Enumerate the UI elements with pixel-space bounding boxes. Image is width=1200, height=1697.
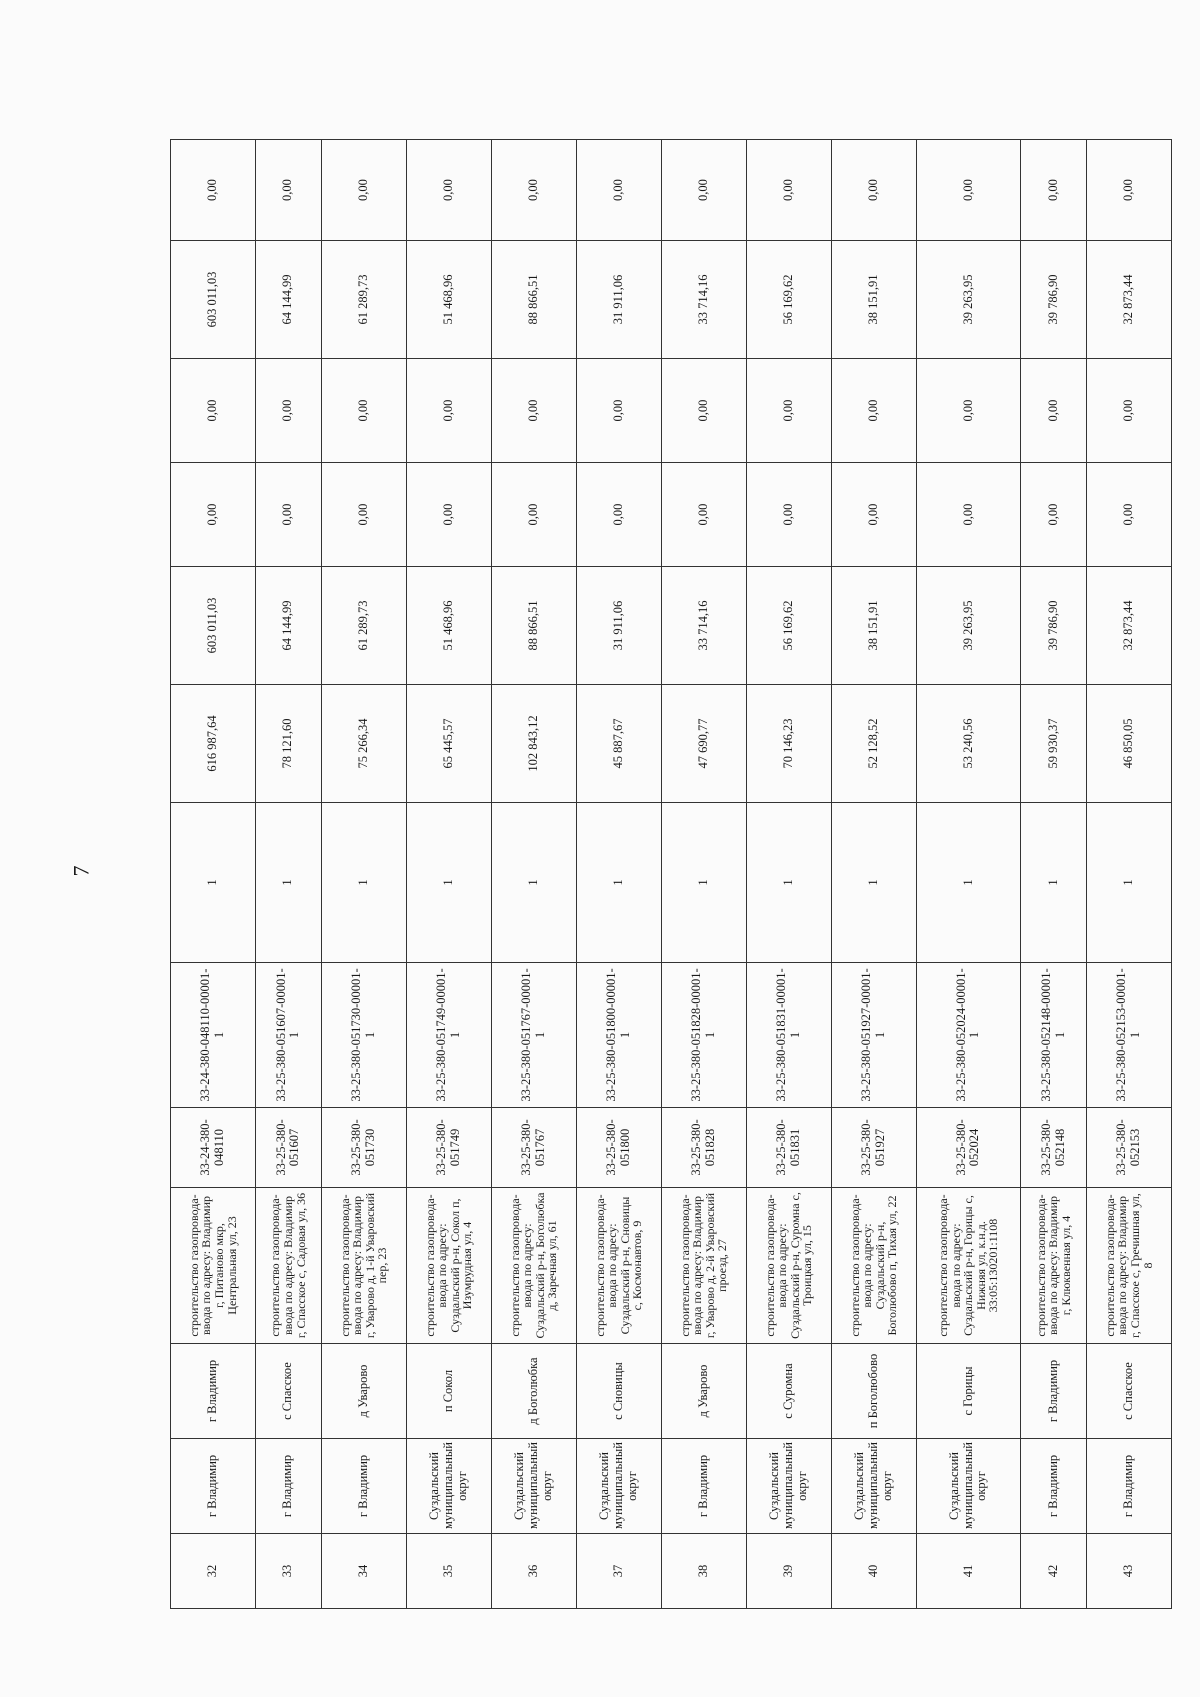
amount-cell-1: 616 987,64 <box>171 685 256 803</box>
amount-cell-4: 0,00 <box>916 359 1020 463</box>
row-number: 32 <box>171 1534 256 1609</box>
row-number: 35 <box>406 1534 491 1609</box>
object-code-cell: 33-25-380-051730 <box>321 1108 406 1188</box>
object-code-cell: 33-25-380-051828 <box>661 1108 746 1188</box>
locality-cell: д Боголюбка <box>491 1344 576 1439</box>
quantity-cell: 1 <box>256 803 322 963</box>
amount-cell-6: 0,00 <box>321 140 406 241</box>
table-row <box>321 140 406 1609</box>
amount-cell-6: 0,00 <box>1086 140 1171 241</box>
amount-cell-1: 52 128,52 <box>831 685 916 803</box>
locality-cell: с Суромна <box>746 1344 831 1439</box>
amount-cell-5: 39 786,90 <box>1021 241 1087 359</box>
amount-cell-4: 0,00 <box>661 359 746 463</box>
description-cell: строительство газопровода-ввода по адресу: Владимир г, Спасское с, Гречишная ул, 8 <box>1086 1188 1171 1344</box>
amount-cell-6: 0,00 <box>831 140 916 241</box>
work-code-cell: 33-25-380-051749-00001-1 <box>406 963 491 1108</box>
amount-cell-4: 0,00 <box>491 359 576 463</box>
amount-cell-2: 38 151,91 <box>831 567 916 685</box>
amount-cell-1: 65 445,57 <box>406 685 491 803</box>
amount-cell-3: 0,00 <box>406 463 491 567</box>
amount-cell-5: 51 468,96 <box>406 241 491 359</box>
locality-cell: д Уварово <box>321 1344 406 1439</box>
table-row <box>661 140 746 1609</box>
row-number: 37 <box>576 1534 661 1609</box>
amount-cell-6: 0,00 <box>661 140 746 241</box>
row-number: 34 <box>321 1534 406 1609</box>
amount-cell-6: 0,00 <box>916 140 1020 241</box>
locality-cell: с Сновицы <box>576 1344 661 1439</box>
row-number: 42 <box>1021 1534 1087 1609</box>
page-number: 7 <box>68 865 94 877</box>
row-number: 43 <box>1086 1534 1171 1609</box>
district-cell: Суздальский муниципальный округ <box>491 1439 576 1534</box>
locality-cell: с Спасское <box>1086 1344 1171 1439</box>
district-cell: Суздальский муниципальный округ <box>576 1439 661 1534</box>
work-code-cell: 33-25-380-051767-00001-1 <box>491 963 576 1108</box>
locality-cell: п Боголюбово <box>831 1344 916 1439</box>
amount-cell-2: 31 911,06 <box>576 567 661 685</box>
amount-cell-4: 0,00 <box>576 359 661 463</box>
row-number: 36 <box>491 1534 576 1609</box>
amount-cell-4: 0,00 <box>746 359 831 463</box>
work-code-cell: 33-25-380-052148-00001-1 <box>1021 963 1087 1108</box>
amount-cell-1: 102 843,12 <box>491 685 576 803</box>
district-cell: г Владимир <box>661 1439 746 1534</box>
amount-cell-2: 88 866,51 <box>491 567 576 685</box>
table-row <box>1086 140 1171 1609</box>
description-cell: строительство газопровода-ввода по адресу: Владимир г, Уварово д, 2-й Уваровский проезд, 27 <box>661 1188 746 1344</box>
work-code-cell: 33-25-380-051831-00001-1 <box>746 963 831 1108</box>
amount-cell-1: 46 850,05 <box>1086 685 1171 803</box>
quantity-cell: 1 <box>916 803 1020 963</box>
object-code-cell: 33-25-380-052148 <box>1021 1108 1087 1188</box>
description-cell: строительство газопровода-ввода по адресу: Суздальский р-н, Боголюбово п, Тихая ул, 22 <box>831 1188 916 1344</box>
quantity-cell: 1 <box>1086 803 1171 963</box>
object-code-cell: 33-25-380-051927 <box>831 1108 916 1188</box>
amount-cell-3: 0,00 <box>576 463 661 567</box>
amount-cell-4: 0,00 <box>1086 359 1171 463</box>
amount-cell-5: 64 144,99 <box>256 241 322 359</box>
table-row <box>406 140 491 1609</box>
amount-cell-5: 56 169,62 <box>746 241 831 359</box>
locality-cell: с Спасское <box>256 1344 322 1439</box>
district-cell: г Владимир <box>321 1439 406 1534</box>
amount-cell-5: 88 866,51 <box>491 241 576 359</box>
table-row <box>916 140 1020 1609</box>
description-cell: строительство газопровода-ввода по адресу: Суздальский р-н, Сокол п, Изумрудная ул, 4 <box>406 1188 491 1344</box>
amount-cell-3: 0,00 <box>661 463 746 567</box>
work-code-cell: 33-25-380-052153-00001-1 <box>1086 963 1171 1108</box>
amount-cell-2: 33 714,16 <box>661 567 746 685</box>
quantity-cell: 1 <box>576 803 661 963</box>
rotated-table-wrapper <box>170 140 1172 1609</box>
quantity-cell: 1 <box>1021 803 1087 963</box>
district-cell: г Владимир <box>256 1439 322 1534</box>
amount-cell-2: 61 289,73 <box>321 567 406 685</box>
amount-cell-3: 0,00 <box>491 463 576 567</box>
object-code-cell: 33-25-380-052024 <box>916 1108 1020 1188</box>
quantity-cell: 1 <box>171 803 256 963</box>
object-code-cell: 33-25-380-051749 <box>406 1108 491 1188</box>
table-row <box>491 140 576 1609</box>
amount-cell-3: 0,00 <box>746 463 831 567</box>
row-number: 38 <box>661 1534 746 1609</box>
quantity-cell: 1 <box>491 803 576 963</box>
quantity-cell: 1 <box>406 803 491 963</box>
amount-cell-2: 64 144,99 <box>256 567 322 685</box>
description-cell: строительство газопровода-ввода по адресу: Владимир г, Клюквенная ул, 4 <box>1021 1188 1087 1344</box>
amount-cell-3: 0,00 <box>831 463 916 567</box>
quantity-cell: 1 <box>321 803 406 963</box>
amount-cell-1: 75 266,34 <box>321 685 406 803</box>
description-cell: строительство газопровода-ввода по адресу: Суздальский р-н, Суромна с, Троицкая ул, 15 <box>746 1188 831 1344</box>
register-table <box>170 139 1172 1609</box>
row-number: 40 <box>831 1534 916 1609</box>
district-cell: Суздальский муниципальный округ <box>916 1439 1020 1534</box>
amount-cell-2: 56 169,62 <box>746 567 831 685</box>
amount-cell-2: 32 873,44 <box>1086 567 1171 685</box>
amount-cell-5: 39 263,95 <box>916 241 1020 359</box>
locality-cell: с Горицы <box>916 1344 1020 1439</box>
amount-cell-5: 603 011,03 <box>171 241 256 359</box>
quantity-cell: 1 <box>661 803 746 963</box>
locality-cell: д Уварово <box>661 1344 746 1439</box>
amount-cell-4: 0,00 <box>406 359 491 463</box>
amount-cell-6: 0,00 <box>171 140 256 241</box>
amount-cell-6: 0,00 <box>576 140 661 241</box>
description-cell: строительство газопровода-ввода по адресу: Владимир г, Питаново мкр, Центральная ул, 23 <box>171 1188 256 1344</box>
row-number: 33 <box>256 1534 322 1609</box>
amount-cell-3: 0,00 <box>916 463 1020 567</box>
amount-cell-5: 31 911,06 <box>576 241 661 359</box>
amount-cell-4: 0,00 <box>831 359 916 463</box>
amount-cell-3: 0,00 <box>1021 463 1087 567</box>
district-cell: Суздальский муниципальный округ <box>406 1439 491 1534</box>
amount-cell-1: 47 690,77 <box>661 685 746 803</box>
description-cell: строительство газопровода-ввода по адресу: Владимир г, Уварово д, 1-й Уваровский пер, 23 <box>321 1188 406 1344</box>
amount-cell-6: 0,00 <box>746 140 831 241</box>
amount-cell-5: 61 289,73 <box>321 241 406 359</box>
amount-cell-1: 45 887,67 <box>576 685 661 803</box>
locality-cell: п Сокол <box>406 1344 491 1439</box>
object-code-cell: 33-25-380-051831 <box>746 1108 831 1188</box>
table-row <box>576 140 661 1609</box>
amount-cell-4: 0,00 <box>256 359 322 463</box>
amount-cell-5: 38 151,91 <box>831 241 916 359</box>
table-row <box>831 140 916 1609</box>
work-code-cell: 33-25-380-051828-00001-1 <box>661 963 746 1108</box>
object-code-cell: 33-25-380-052153 <box>1086 1108 1171 1188</box>
amount-cell-1: 70 146,23 <box>746 685 831 803</box>
work-code-cell: 33-25-380-051927-00001-1 <box>831 963 916 1108</box>
amount-cell-3: 0,00 <box>1086 463 1171 567</box>
table-row <box>746 140 831 1609</box>
amount-cell-6: 0,00 <box>406 140 491 241</box>
description-cell: строительство газопровода-ввода по адресу: Суздальский р-н, Сновицы с, Космонавтов, 9 <box>576 1188 661 1344</box>
amount-cell-4: 0,00 <box>171 359 256 463</box>
district-cell: г Владимир <box>1021 1439 1087 1534</box>
object-code-cell: 33-25-380-051607 <box>256 1108 322 1188</box>
amount-cell-2: 51 468,96 <box>406 567 491 685</box>
amount-cell-6: 0,00 <box>1021 140 1087 241</box>
amount-cell-2: 39 263,95 <box>916 567 1020 685</box>
description-cell: строительство газопровода-ввода по адресу: Суздальский р-н, Горицы с, Нижняя ул, к.н.д. 33:05:130201:1108 <box>916 1188 1020 1344</box>
quantity-cell: 1 <box>746 803 831 963</box>
locality-cell: г Владимир <box>171 1344 256 1439</box>
object-code-cell: 33-25-380-051767 <box>491 1108 576 1188</box>
row-number: 39 <box>746 1534 831 1609</box>
table-row <box>1021 140 1087 1609</box>
quantity-cell: 1 <box>831 803 916 963</box>
amount-cell-5: 33 714,16 <box>661 241 746 359</box>
district-cell: Суздальский муниципальный округ <box>831 1439 916 1534</box>
amount-cell-1: 78 121,60 <box>256 685 322 803</box>
table-row <box>171 140 256 1609</box>
description-cell: строительство газопровода-ввода по адресу: Суздальский р-н, Боголюбка д, Заречная ул, 61 <box>491 1188 576 1344</box>
work-code-cell: 33-25-380-051800-00001-1 <box>576 963 661 1108</box>
row-number: 41 <box>916 1534 1020 1609</box>
amount-cell-1: 59 930,37 <box>1021 685 1087 803</box>
amount-cell-3: 0,00 <box>171 463 256 567</box>
amount-cell-2: 603 011,03 <box>171 567 256 685</box>
locality-cell: г Владимир <box>1021 1344 1087 1439</box>
district-cell: Суздальский муниципальный округ <box>746 1439 831 1534</box>
object-code-cell: 33-24-380-048110 <box>171 1108 256 1188</box>
amount-cell-3: 0,00 <box>321 463 406 567</box>
amount-cell-5: 32 873,44 <box>1086 241 1171 359</box>
table-row <box>256 140 322 1609</box>
amount-cell-3: 0,00 <box>256 463 322 567</box>
object-code-cell: 33-25-380-051800 <box>576 1108 661 1188</box>
amount-cell-4: 0,00 <box>321 359 406 463</box>
district-cell: г Владимир <box>1086 1439 1171 1534</box>
amount-cell-1: 53 240,56 <box>916 685 1020 803</box>
work-code-cell: 33-25-380-052024-00001-1 <box>916 963 1020 1108</box>
amount-cell-6: 0,00 <box>256 140 322 241</box>
work-code-cell: 33-25-380-051730-00001-1 <box>321 963 406 1108</box>
work-code-cell: 33-24-380-048110-00001-1 <box>171 963 256 1108</box>
amount-cell-4: 0,00 <box>1021 359 1087 463</box>
description-cell: строительство газопровода-ввода по адресу: Владимир г, Спасское с, Садовая ул, 36 <box>256 1188 322 1344</box>
work-code-cell: 33-25-380-051607-00001-1 <box>256 963 322 1108</box>
amount-cell-2: 39 786,90 <box>1021 567 1087 685</box>
district-cell: г Владимир <box>171 1439 256 1534</box>
amount-cell-6: 0,00 <box>491 140 576 241</box>
table-body <box>171 140 1172 1609</box>
